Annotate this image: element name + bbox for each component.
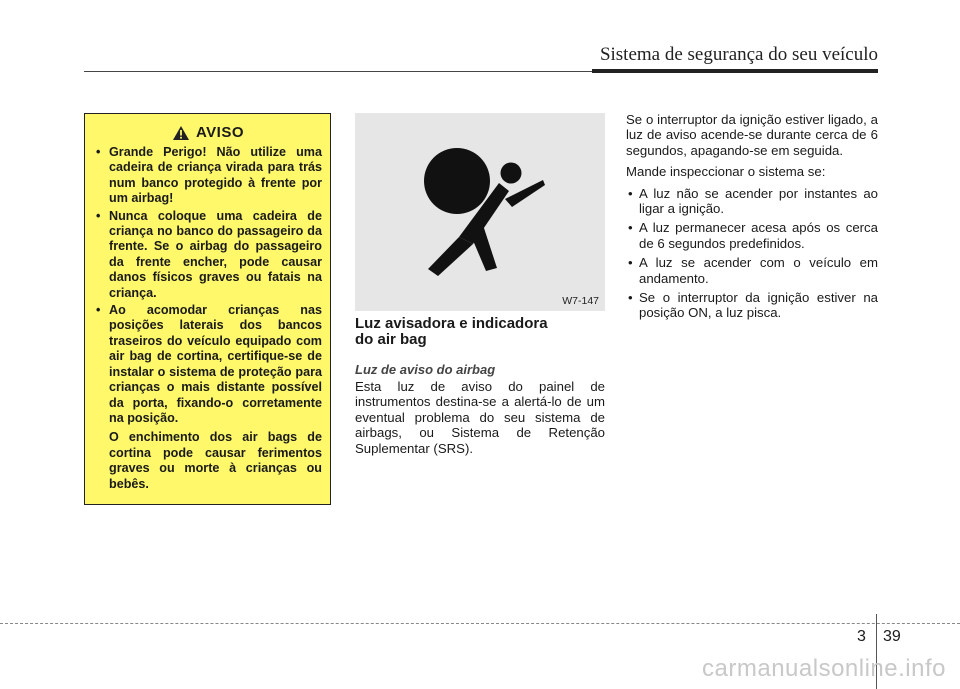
header-title: Sistema de segurança do seu veículo (599, 44, 878, 65)
right-column (626, 112, 878, 325)
right-paragraph-1: Se o interruptor da ignição estiver ligado, a luz de aviso acende-se durante cerca de 6 segundos, apagando-se em seguida. (626, 112, 878, 158)
footer-page-number: 39 (883, 628, 901, 645)
warning-triangle-icon (172, 125, 190, 141)
header-rule-accent (592, 69, 878, 73)
warning-list (94, 145, 322, 492)
airbag-figure (355, 113, 605, 311)
warning-extra: O enchimento dos air bags de cortina pode causar ferimentos graves ou morte à crianças ou bebês. (109, 430, 322, 491)
warning-item: • Grande Perigo! Não utilize uma cadeira de criança virada para trás num banco protegido à frente por um airbag! (96, 145, 322, 206)
watermark[interactable]: carmanualsonline.info (702, 655, 946, 682)
warning-item: • Ao acomodar crianças nas posições laterais dos bancos traseiros do veículo equipado com air bag de cortina, certifique-se de instalar o sistema de proteção para crianças o mais distante possível da porta, fixando-o corretamente na posição. O enchimento dos air bags de cortina pode causar ferimentos graves ou morte à crianças ou bebês. (96, 303, 322, 491)
right-paragraph-2: Mande inspeccionar o sistema se: (626, 164, 826, 180)
warning-box (84, 113, 331, 505)
airbag-warning-icon (355, 113, 605, 311)
warning-title-text: AVISO (195, 124, 245, 141)
inspection-item: • A luz não se acender por instantes ao ligar a ignição. (628, 185, 878, 217)
inspection-item: • A luz se acender com o veículo em andamento. (628, 255, 878, 286)
inspection-item: • Se o interruptor da ignição estiver na posição ON, a luz pisca. (628, 290, 878, 321)
section-heading: Luz avisadora e indicadora do air bag (355, 315, 548, 348)
middle-column (355, 316, 605, 456)
inspection-item: • A luz permanecer acesa após os cerca de 6 segundos predefinidos. (628, 220, 878, 251)
warning-item: • Nunca coloque uma cadeira de criança no banco do passageiro da frente. Se o airbag do passageiro da frente encher, pode causar danos físicos graves ou fatais na criança. (96, 208, 322, 300)
section-subheading: Luz de aviso do airbag (355, 362, 496, 377)
section-body: Esta luz de aviso do painel de instrumentos destina-se a alertá-lo de um eventual problema do seu sistema de airbags, ou Sistema de Retenção Suplementar (SRS). (355, 379, 605, 456)
inspection-list (626, 186, 878, 321)
footer-rule (0, 623, 960, 624)
footer-section-number: 3 (857, 628, 866, 645)
figure-code: W7-147 (562, 295, 599, 307)
warning-title (94, 124, 322, 141)
